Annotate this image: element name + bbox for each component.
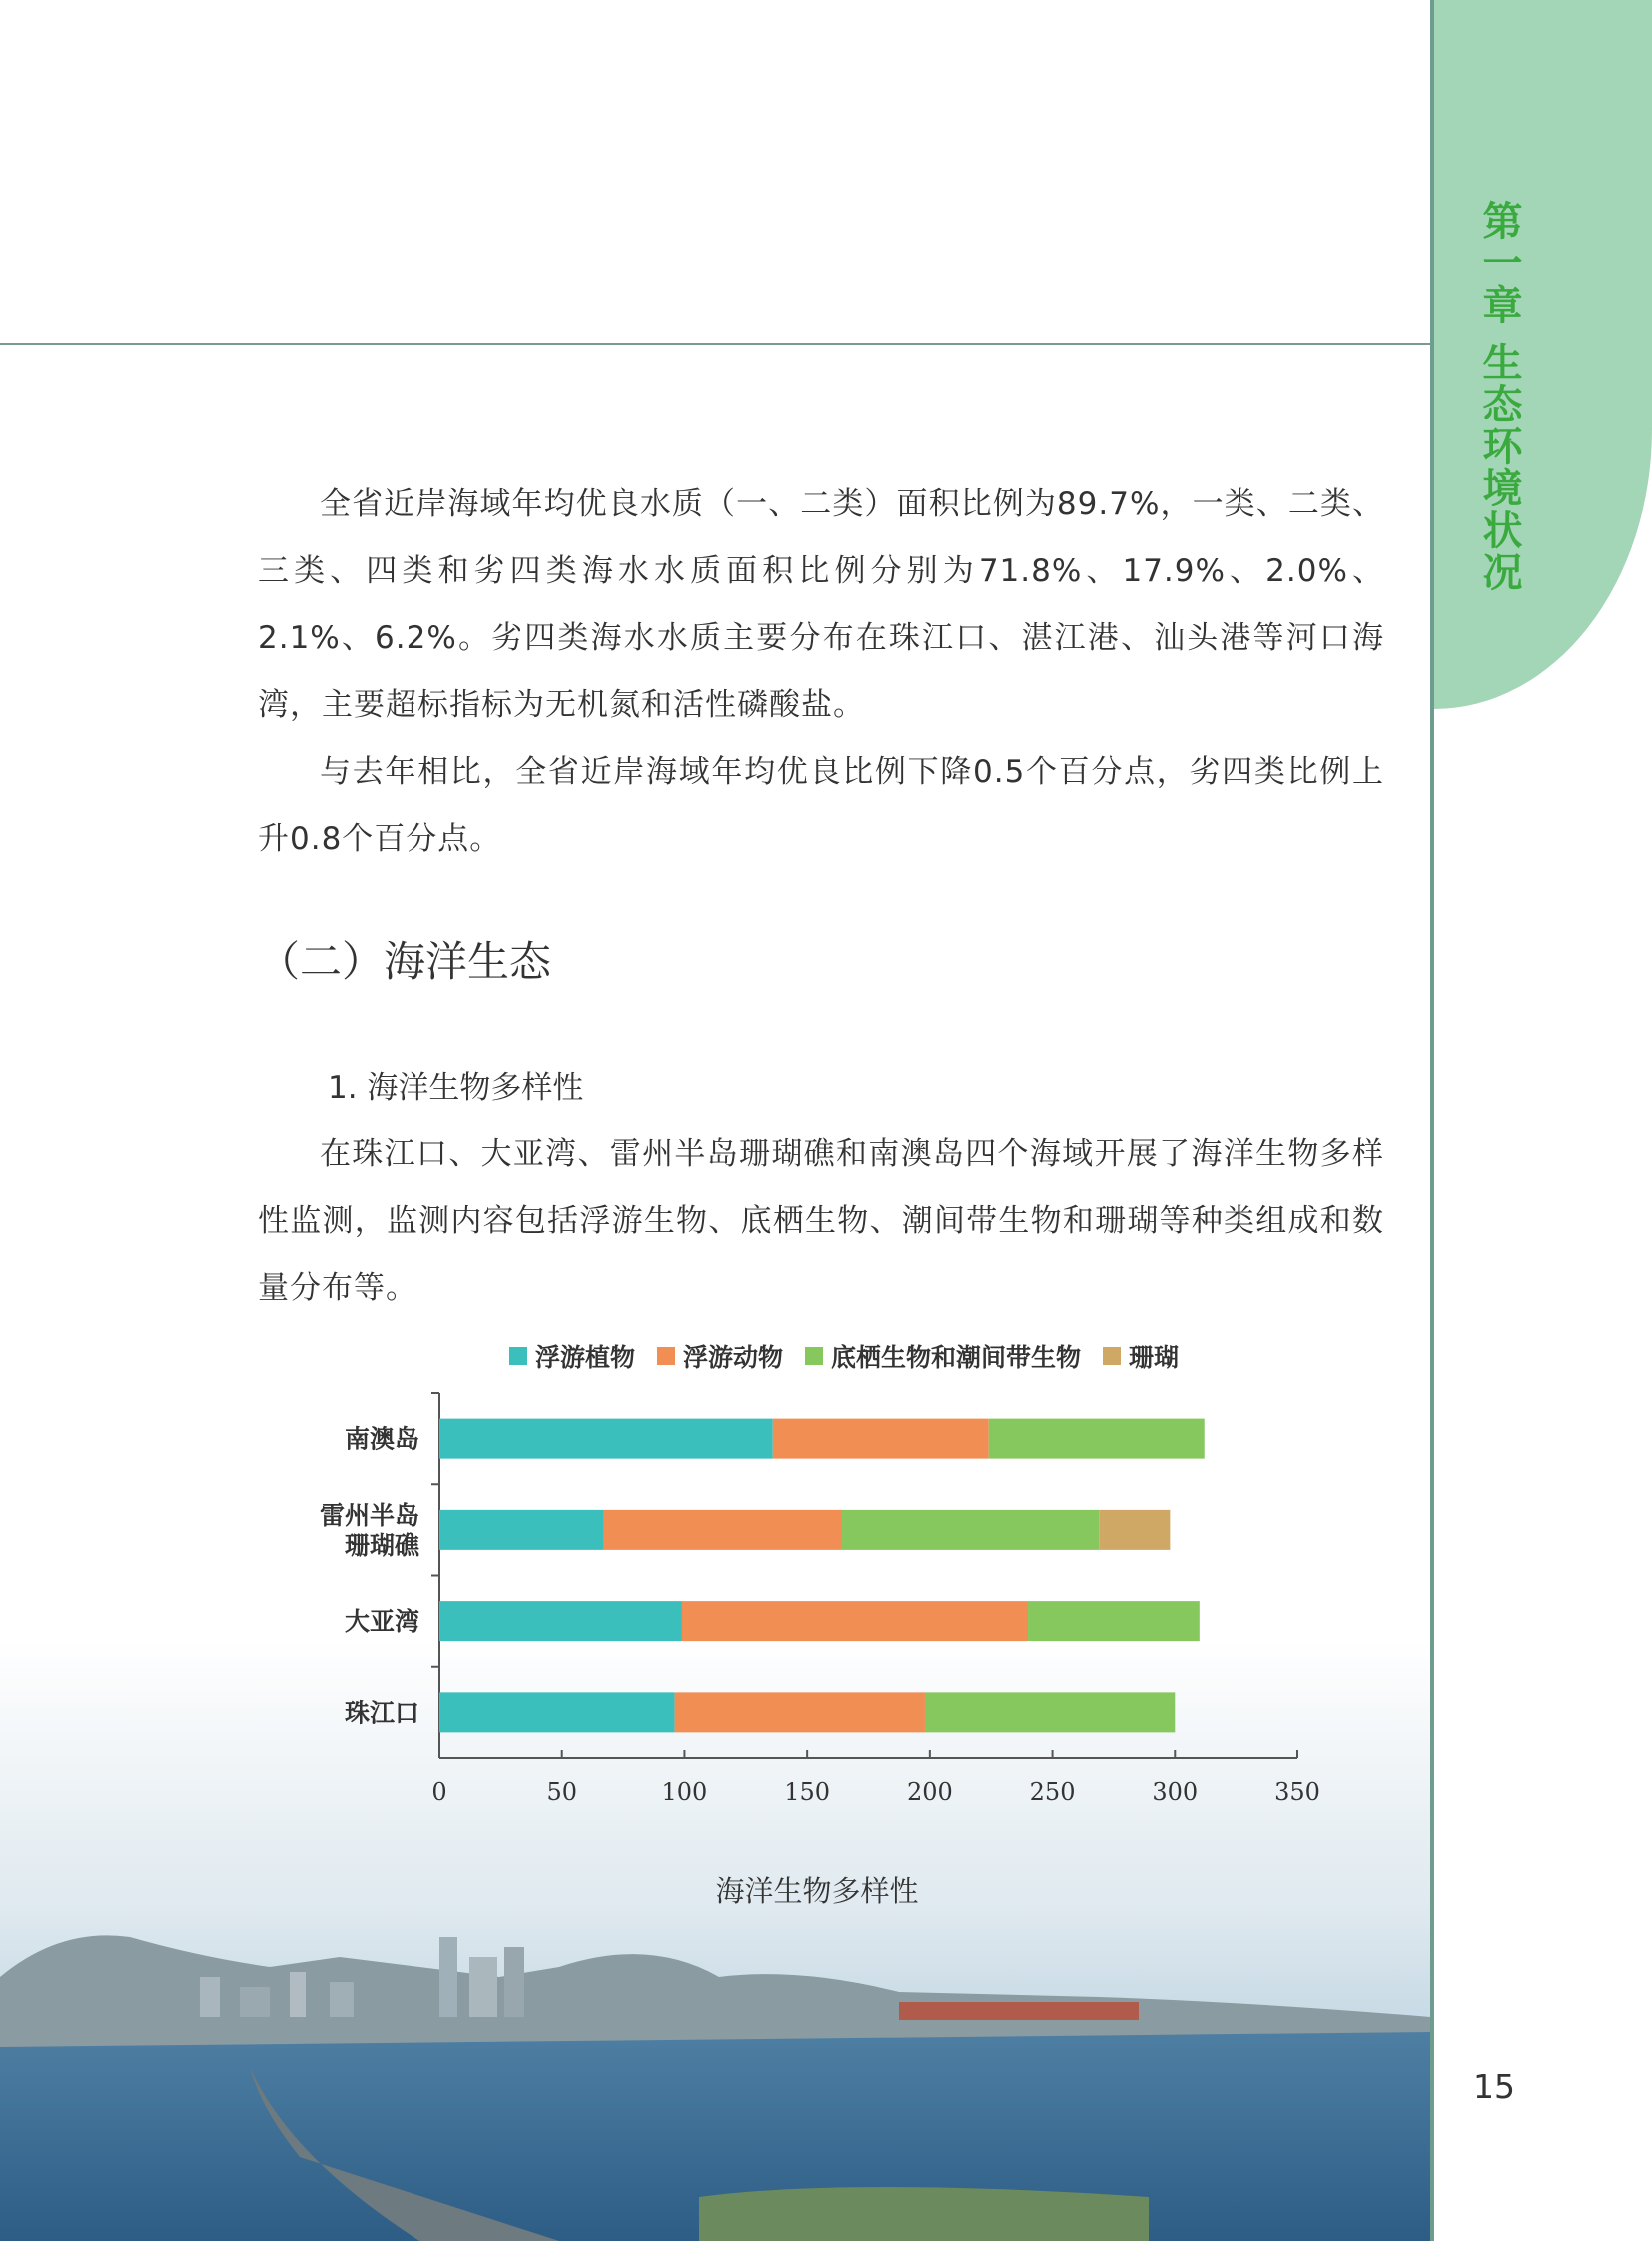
x-tick-label: 0: [431, 1778, 447, 1806]
x-tick-label: 50: [546, 1778, 577, 1806]
x-tick-label: 250: [1029, 1778, 1076, 1806]
bar-chart-plot: [300, 1338, 1348, 1937]
x-tick-label: 200: [906, 1778, 953, 1806]
x-tick-label: 300: [1152, 1778, 1199, 1806]
bar-segment: [989, 1419, 1205, 1459]
chapter-title: 第一章 生态环境状况: [1476, 200, 1522, 593]
bar-segment: [439, 1419, 773, 1459]
legend-label: 浮游植物: [535, 1343, 636, 1372]
bar-segment: [842, 1510, 1100, 1550]
paragraph: 在珠江口、大亚湾、雷州半岛珊瑚礁和南澳岛四个海域开展了海洋生物多样性监测，监测内容包括浮游生物、底栖生物、潮间带生物和珊瑚等种类组成和数量分布等。: [258, 1136, 1384, 1306]
y-category-label: 珠江口: [344, 1698, 419, 1728]
paragraph: 与去年相比，全省近岸海域年均优良比例下降0.5个百分点，劣四类比例上升0.8个百分点。: [258, 754, 1384, 857]
y-category-label: 雷州半岛: [319, 1500, 419, 1530]
biodiversity-text: [258, 1121, 1384, 1322]
bar-segment: [925, 1692, 1175, 1732]
bar-segment: [675, 1692, 925, 1732]
bar-segment: [439, 1601, 682, 1641]
x-tick-label: 150: [784, 1778, 831, 1806]
header-rule: [0, 343, 1430, 345]
section-heading: （二）海洋生态: [258, 937, 552, 986]
paragraph: 全省近岸海域年均优良水质（一、二类）面积比例为89.7%，一类、二类、三类、四类和劣四类海水水质面积比例分别为71.8%、17.9%、2.0%、2.1%、6.2%。劣四类海水水质主要分布在珠江口、湛江港、汕头港等河口海湾，主要超标指标为无机氮和活性磷酸盐。: [258, 486, 1384, 723]
x-tick-label: 350: [1274, 1778, 1320, 1806]
bar-segment: [773, 1419, 989, 1459]
legend-label: 珊瑚: [1129, 1343, 1180, 1372]
legend-label: 浮游动物: [683, 1343, 784, 1372]
chart-caption: 海洋生物多样性: [715, 1874, 919, 1908]
page-number: 15: [1473, 2067, 1515, 2106]
subsection-heading: 1. 海洋生物多样性: [328, 1070, 584, 1106]
y-category-label: 大亚湾: [344, 1607, 419, 1637]
bar-segment: [439, 1692, 675, 1732]
bar-segment: [603, 1510, 841, 1550]
bar-segment: [439, 1510, 603, 1550]
chapter-tab: [1434, 0, 1652, 709]
legend-label: 底栖生物和潮间带生物: [831, 1343, 1082, 1372]
bar-segment: [1099, 1510, 1170, 1550]
y-category-label: 南澳岛: [344, 1424, 419, 1454]
water-quality-text: [258, 471, 1384, 873]
biodiversity-chart: [300, 1338, 1348, 1937]
bar-segment: [1028, 1601, 1200, 1641]
bar-segment: [682, 1601, 1028, 1641]
y-category-label: 珊瑚礁: [344, 1530, 419, 1560]
x-tick-label: 100: [661, 1778, 708, 1806]
